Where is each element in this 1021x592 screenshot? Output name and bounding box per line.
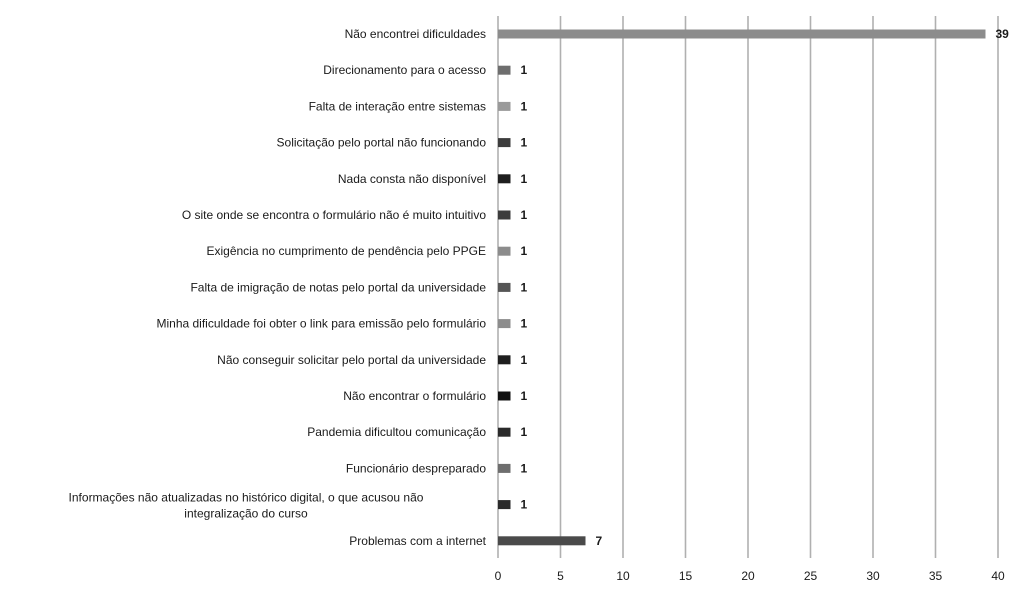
- data-label: 1: [520, 208, 528, 222]
- category-label: Falta de imigração de notas pelo portal da universidade: [190, 280, 486, 295]
- bar: [498, 464, 511, 473]
- category-label: O site onde se encontra o formulário não é muito intuitivo: [181, 208, 486, 222]
- data-label: 1: [520, 461, 528, 476]
- x-tick-label: 15: [678, 569, 693, 583]
- x-tick-label: 30: [866, 569, 880, 583]
- bar: [498, 174, 511, 183]
- category-label: Nada consta não disponível: [337, 171, 486, 186]
- category-label: Não encontrar o formulário: [343, 389, 486, 403]
- category-label: Solicitação pelo portal não funcionando: [276, 135, 486, 150]
- category-label: Direcionamento para o acesso: [323, 63, 486, 78]
- data-label: 1: [520, 99, 528, 114]
- data-label: 1: [520, 316, 528, 331]
- category-labels: [69, 27, 487, 548]
- category-label: Não encontrei dificuldades: [344, 27, 486, 41]
- bar: [498, 355, 511, 364]
- bar: [498, 247, 511, 256]
- data-label: 1: [520, 280, 528, 295]
- data-label: 39: [995, 27, 1009, 41]
- category-label: Minha dificuldade foi obter o link para emissão pelo formulário: [156, 316, 486, 331]
- data-label: 1: [520, 389, 528, 403]
- data-label: 7: [595, 533, 603, 548]
- x-tick-label: 35: [928, 569, 943, 583]
- bars: [498, 30, 986, 546]
- bar: [498, 283, 511, 292]
- x-tick-label: 25: [803, 569, 818, 583]
- category-label: Pandemia dificultou comunicação: [307, 425, 486, 440]
- category-label: Informações não atualizadas no histórico digital, o que acusou não integralização do curso: [68, 490, 424, 521]
- data-label: 1: [520, 425, 528, 440]
- category-label: Falta de interação entre sistemas: [308, 99, 486, 114]
- data-label: 1: [520, 244, 528, 259]
- category-label: Funcionário despreparado: [345, 461, 486, 476]
- gridlines: [498, 16, 998, 558]
- data-label: 1: [520, 497, 528, 512]
- bar: [498, 102, 511, 111]
- bar: [498, 392, 511, 401]
- bar: [498, 211, 511, 220]
- category-label: Não conseguir solicitar pelo portal da universidade: [217, 352, 486, 367]
- bar: [498, 536, 586, 545]
- bar: [498, 428, 511, 437]
- x-tick-label: 5: [557, 569, 564, 583]
- category-label: Exigência no cumprimento de pendência pelo PPGE: [206, 244, 486, 259]
- x-tick-label: 40: [991, 569, 1005, 583]
- x-tick-label: 10: [616, 569, 630, 583]
- category-label: Problemas com a internet: [349, 533, 486, 548]
- bar: [498, 138, 511, 147]
- x-axis-tick-labels: [495, 569, 1005, 583]
- x-tick-label: 0: [494, 569, 502, 583]
- bar: [498, 319, 511, 328]
- data-label: 1: [520, 63, 528, 78]
- data-label: 1: [520, 171, 528, 186]
- data-label: 1: [520, 352, 528, 367]
- x-tick-label: 20: [741, 569, 755, 583]
- bar: [498, 66, 511, 75]
- bar: [498, 30, 986, 39]
- bar: [498, 500, 511, 509]
- data-label: 1: [520, 135, 528, 150]
